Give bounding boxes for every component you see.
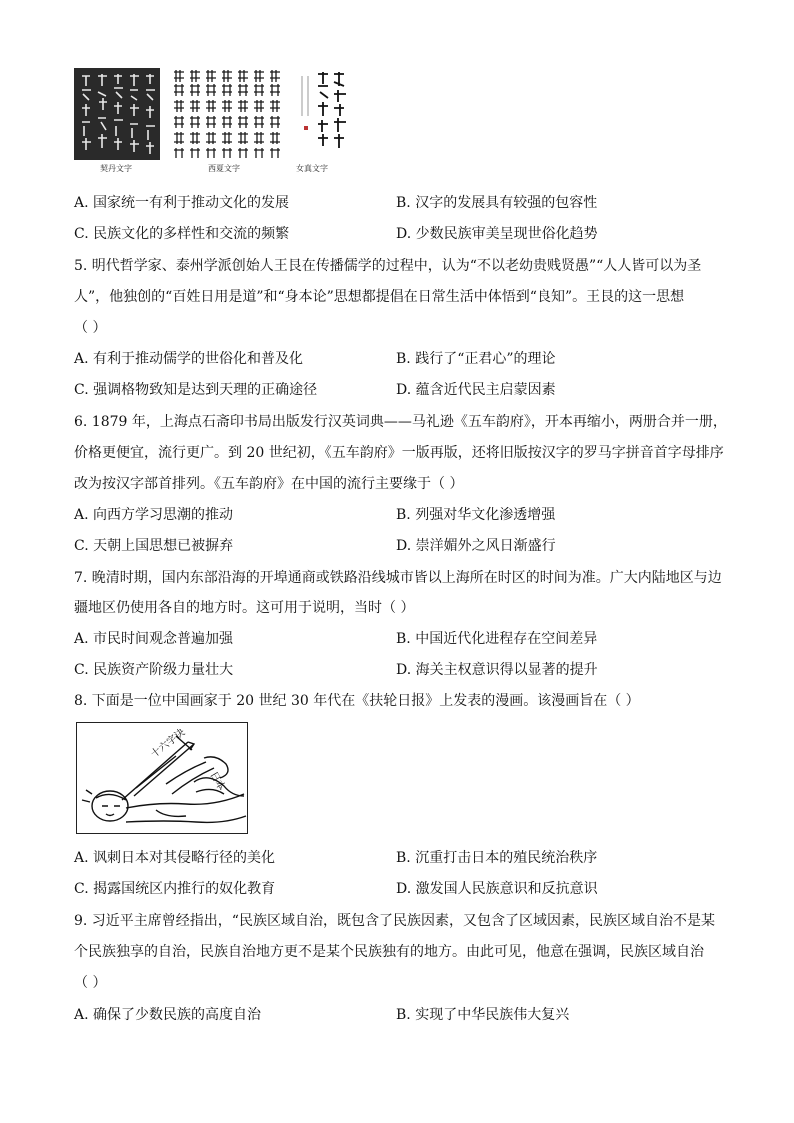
q9-option-b[interactable]: B. 实现了中华民族伟大复兴 xyxy=(396,1007,570,1023)
q5-answer-blank: （ ） xyxy=(74,320,107,336)
q8-option-b[interactable]: B. 沉重打击日本的殖民统治秩序 xyxy=(396,850,598,866)
cartoon-label-japan: 日本 xyxy=(207,770,227,793)
q7-option-c[interactable]: C. 民族资产阶级力量壮大 xyxy=(74,662,234,678)
tangut-caption: 西夏文字 xyxy=(208,164,240,173)
cartoon-image xyxy=(76,722,248,834)
q9-option-a[interactable]: A. 确保了少数民族的高度自治 xyxy=(74,1007,262,1023)
q7-option-b[interactable]: B. 中国近代化进程存在空间差异 xyxy=(396,631,598,647)
q7-option-a[interactable]: A. 市民时间观念普遍加强 xyxy=(74,631,234,647)
q5-stem-line-2: 人”，他独创的“百姓日用是道”和“身本论”思想都提倡在日常生活中体悟到“良知”。王艮的这一思想 xyxy=(74,289,685,305)
q8-stem-line-1: 8. 下面是一位中国画家于 20 世纪 30 年代在《扶轮日报》上发表的漫画。该漫画旨在（ ） xyxy=(74,693,640,709)
jurchen-caption: 女真文字 xyxy=(296,164,328,173)
q4-option-a[interactable]: A. 国家统一有利于推动文化的发展 xyxy=(74,195,290,211)
q7-stem-line-1: 7. 晚清时期，国内东部沿海的开埠通商或铁路沿线城市皆以上海所在时区的时间为准。广大内陆地区与边 xyxy=(74,570,722,586)
q9-stem-line-2: 个民族独享的自治，民族自治地方更不是某个民族独有的地方。由此可见，他意在强调，民族区域自治 xyxy=(74,944,704,960)
q6-stem-line-3: 改为按汉字部首排列。《五车韵府》在中国的流行主要缘于（ ） xyxy=(74,476,464,492)
q5-option-a[interactable]: A. 有利于推动儒学的世俗化和普及化 xyxy=(74,351,304,367)
tangut-script-image xyxy=(170,68,288,160)
q9-stem-line-1: 9. 习近平主席曾经指出，“民族区域自治，既包含了民族因素，又包含了区域因素，民族区域自治不是某 xyxy=(74,913,715,929)
q6-stem-line-2: 价格更便宜，流行更广。到 20 世纪初，《五车韵府》一版再版，还将旧版按汉字的罗马字拼音首字母排序 xyxy=(74,445,724,461)
q8-option-c[interactable]: C. 揭露国统区内推行的奴化教育 xyxy=(74,881,276,897)
q5-option-b[interactable]: B. 践行了“正君心”的理论 xyxy=(396,351,556,367)
q6-stem-line-1: 6. 1879 年，上海点石斋印书局出版发行汉英词典——马礼逊《五车韵府》，开本再缩小，两册合并一册， xyxy=(74,414,727,430)
q5-stem-line-1: 5. 明代哲学家、泰州学派创始人王艮在传播儒学的过程中，认为“不以老幼贵贱贤愚”“人人皆可以为圣 xyxy=(74,258,702,274)
khitan-script-image xyxy=(74,68,160,160)
q4-option-b[interactable]: B. 汉字的发展具有较强的包容性 xyxy=(396,195,598,211)
q5-option-d[interactable]: D. 蕴含近代民主启蒙因素 xyxy=(396,382,556,398)
q8-option-d[interactable]: D. 激发国人民族意识和反抗意识 xyxy=(396,881,598,897)
q4-option-d[interactable]: D. 少数民族审美呈现世俗化趋势 xyxy=(396,226,598,242)
q6-option-a[interactable]: A. 向西方学习思潮的推动 xyxy=(74,507,234,523)
q6-option-c[interactable]: C. 天朝上国思想已被摒弃 xyxy=(74,538,234,554)
q5-option-c[interactable]: C. 强调格物致知是达到天理的正确途径 xyxy=(74,382,318,398)
cartoon-label-syringe: 十六字诀 xyxy=(149,727,188,761)
q4-option-c[interactable]: C. 民族文化的多样性和交流的频繁 xyxy=(74,226,290,242)
q7-option-d[interactable]: D. 海关主权意识得以显著的提升 xyxy=(396,662,598,678)
q8-option-a[interactable]: A. 讽刺日本对其侵略行径的美化 xyxy=(74,850,276,866)
q9-answer-blank: （ ） xyxy=(74,975,107,991)
jurchen-script-image xyxy=(294,68,356,160)
q7-stem-line-2: 疆地区仍使用各自的地方时。这可用于说明，当时（ ） xyxy=(74,600,415,616)
q6-option-d[interactable]: D. 崇洋媚外之风日渐盛行 xyxy=(396,538,556,554)
khitan-caption: 契丹文字 xyxy=(100,164,132,173)
q6-option-b[interactable]: B. 列强对华文化渗透增强 xyxy=(396,507,556,523)
